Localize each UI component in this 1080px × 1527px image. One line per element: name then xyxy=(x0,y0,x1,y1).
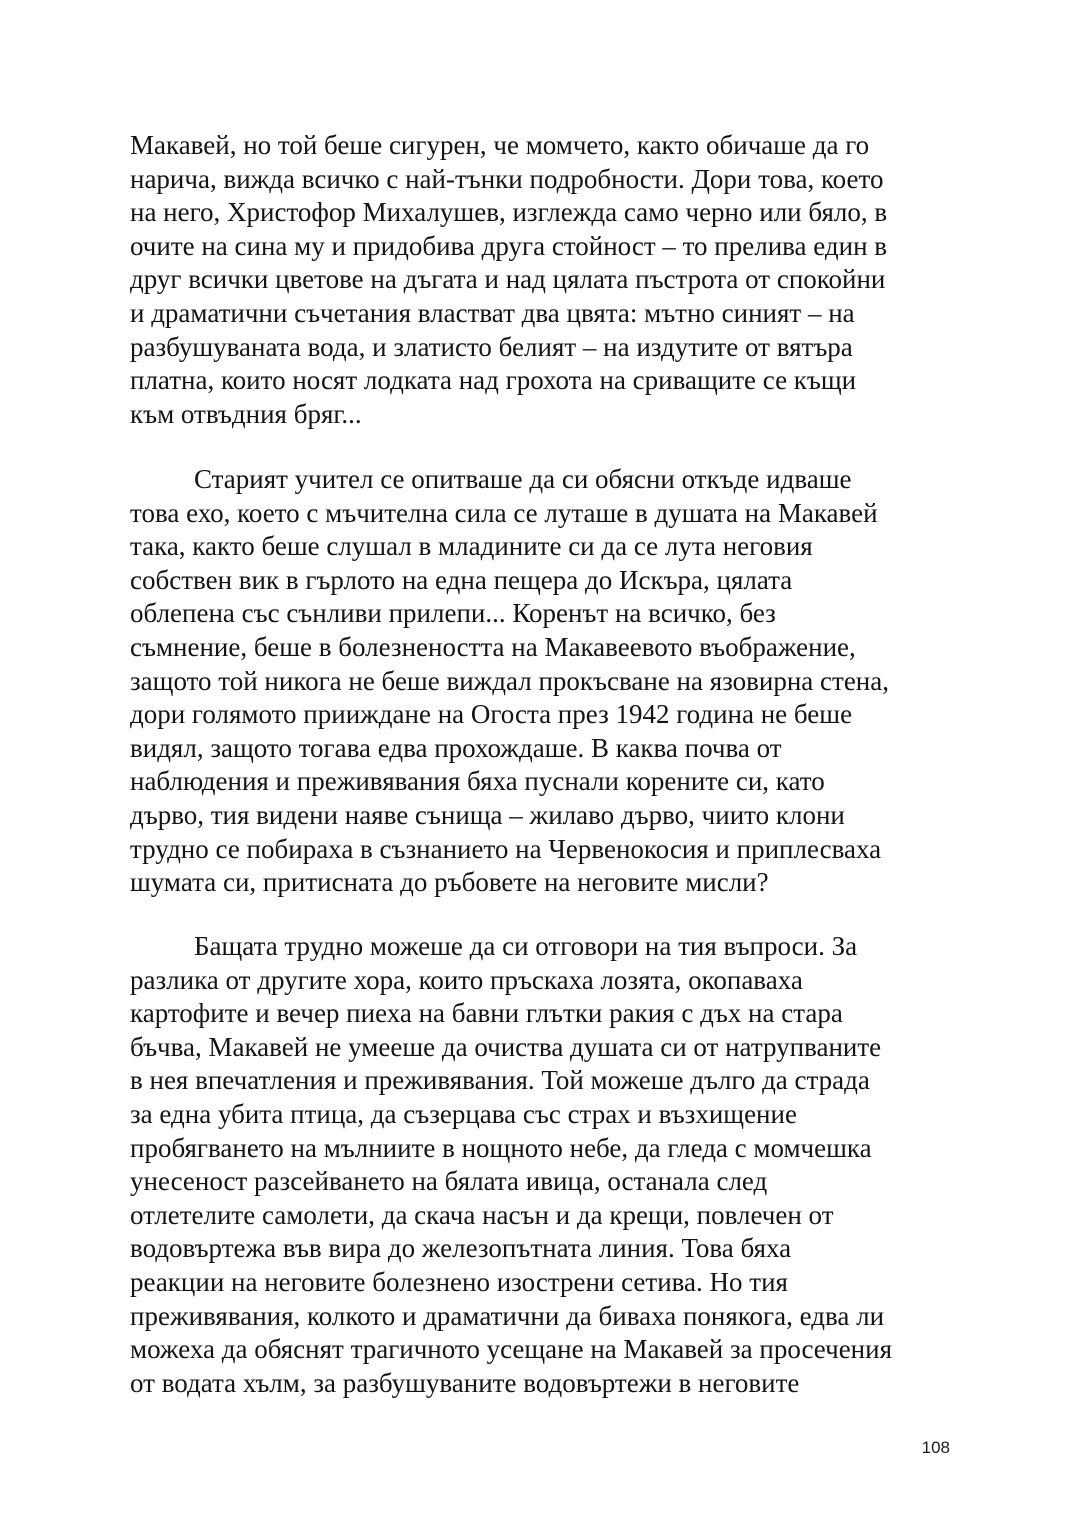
text-line: защото той никога не беше виждал прокъсване на язовирна стена, xyxy=(130,665,889,696)
text-line: картофите и вечер пиеха на бавни глътки ракия с дъх на стара xyxy=(130,998,843,1029)
text-line: дърво, тия видени наяве сънища – жилаво дърво, чиито клони xyxy=(130,799,845,830)
text-line: друг всички цветове на дъгата и над цялата пъстрота от спокойни xyxy=(130,264,886,295)
text-line: така, както беше слушал в младините си да се лута неговия xyxy=(130,531,813,562)
text-line: трудно се побираха в съзнанието на Червенокосия и приплесваха xyxy=(130,833,882,864)
text-line: и драматични съчетания властват два цвята: мътно синият – на xyxy=(130,297,855,328)
text-line: видял, защото тогава едва прохождаше. В каква почва от xyxy=(130,732,782,763)
text-line: Бащата трудно можеше да си отговори на тия въпроси. За xyxy=(194,931,858,961)
text-line: за една убита птица, да съзерцава със страх и възхищение xyxy=(130,1098,797,1129)
page-number: 108 xyxy=(921,1438,950,1457)
paragraph-2 xyxy=(130,463,960,900)
text-line: разбушуваната вода, и златисто белият – на издутите от вятъра xyxy=(130,331,853,362)
text-line: Старият учител се опитваше да си обясни откъде идваше xyxy=(194,464,852,494)
text-line: от водата хълм, за разбушуваните водовъртежи в неговите xyxy=(130,1367,800,1398)
text-line: отлетелите самолети, да скача насън и да крещи, повлечен от xyxy=(130,1199,834,1230)
paragraph-3 xyxy=(130,930,960,1400)
text-line: бъчва, Макавей не умееше да очиства душата си от натрупваните xyxy=(130,1031,882,1062)
text-line: нарича, вижда всичко с най-тънки подробности. Дори това, което xyxy=(130,163,884,194)
text-line: унесеност разсейването на бялата ивица, останала след xyxy=(130,1166,768,1197)
text-line: платна, които носят лодката над грохота на сриващите се къщи xyxy=(130,365,857,396)
text-line: очите на сина му и придобива друга стойност – то прелива един в xyxy=(130,230,888,261)
text-line: водовъртежа във вира до железопътната линия. Това бяха xyxy=(130,1233,792,1264)
text-line: съмнение, беше в болезнеността на Макавеевото въображение, xyxy=(130,631,856,662)
text-line: разлика от другите хора, които пръскаха лозята, окопаваха xyxy=(130,964,803,995)
text-line: реакции на неговите болезнено изострени сетива. Но тия xyxy=(130,1266,788,1297)
text-line: преживявания, колкото и драматични да биваха понякога, едва ли xyxy=(130,1300,885,1331)
text-line: наблюдения и преживявания бяха пуснали корените си, като xyxy=(130,766,825,797)
text-line: в нея впечатления и преживявания. Той можеше дълго да страда xyxy=(130,1065,870,1096)
text-line: собствен вик в гърлото на една пещера до Искъра, цялата xyxy=(130,564,793,595)
text-line: пробягването на мълниите в нощното небе, да гледа с момчешка xyxy=(130,1132,872,1163)
text-line: към отвъдния бряг... xyxy=(130,398,362,429)
text-line: това ехо, което с мъчителна сила се луташе в душата на Макавей xyxy=(130,497,878,528)
text-line: шумата си, притисната до ръбовете на неговите мисли? xyxy=(130,867,769,898)
text-line: облепена със сънливи прилепи... Коренът на всичко, без xyxy=(130,598,776,629)
text-line: можеха да обяснят трагичното усещане на Макавей за просечения xyxy=(130,1334,892,1365)
text-line: на него, Христофор Михалушев, изглежда само черно или бяло, в xyxy=(130,197,888,228)
paragraph-1 xyxy=(130,129,960,431)
text-line: Макавей, но той беше сигурен, че момчето, както обичаше да го xyxy=(130,130,870,160)
text-line: дори голямото прииждане на Огоста през 1942 година не беше xyxy=(130,699,853,730)
